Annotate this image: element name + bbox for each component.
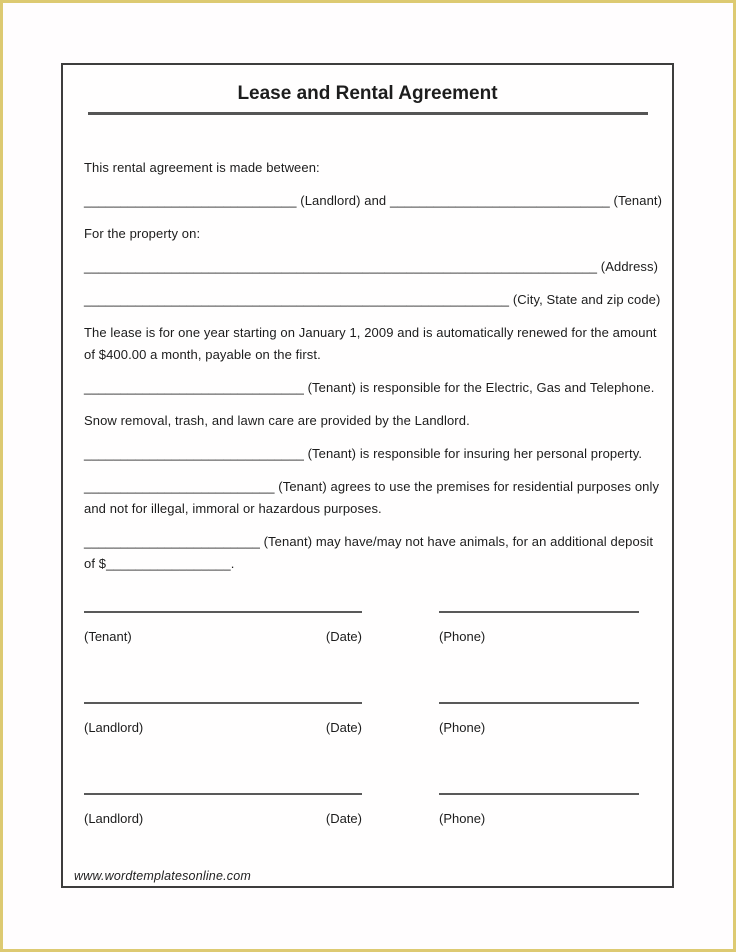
paragraph-address-blank <box>84 256 658 278</box>
paragraph-animals-deposit <box>84 531 658 575</box>
signature-labels <box>439 720 639 735</box>
paragraph-landlord-services <box>84 410 658 432</box>
signature-labels <box>84 720 362 735</box>
signature-line <box>84 702 362 704</box>
document-body <box>63 115 672 575</box>
phone-line <box>439 793 639 795</box>
paragraph-property-intro <box>84 223 658 245</box>
signature-column-right <box>439 793 639 826</box>
paragraph-residential-use <box>84 476 658 520</box>
document-page <box>61 63 674 888</box>
signature-row-landlord-1 <box>84 702 658 735</box>
paragraph-line: __________________________ (Tenant) agrees to use the premises for residential purposes only <box>84 479 660 494</box>
paragraph-line: __________________________________________________________ (City, State and zip code) <box>84 292 661 307</box>
signature-labels <box>439 811 639 826</box>
document-header <box>63 65 672 115</box>
date-label: (Date) <box>325 811 362 826</box>
signature-section <box>63 611 672 826</box>
paragraph-line: of $400.00 a month, payable on the first. <box>84 347 321 362</box>
paragraph-utilities <box>84 377 658 399</box>
signature-row-tenant <box>84 611 658 644</box>
phone-label: (Phone) <box>439 720 486 735</box>
phone-line <box>439 702 639 704</box>
date-label: (Date) <box>325 720 362 735</box>
paragraph-intro <box>84 157 658 179</box>
signature-column-left <box>84 793 362 826</box>
phone-line <box>439 611 639 613</box>
signature-column-left <box>84 702 362 735</box>
paragraph-line: ______________________________________________________________________ (Address) <box>84 259 659 274</box>
paragraph-line: The lease is for one year starting on January 1, 2009 and is automatically renewed for the amount <box>84 325 657 340</box>
paragraph-line: of $_________________. <box>84 556 235 571</box>
paragraph-line: ______________________________ (Tenant) is responsible for the Electric, Gas and Telephone. <box>84 380 655 395</box>
signature-line <box>84 611 362 613</box>
paragraph-lease-term <box>84 322 658 366</box>
paragraph-line: ______________________________ (Tenant) is responsible for insuring her personal property. <box>84 446 643 461</box>
paragraph-line: This rental agreement is made between: <box>84 160 320 175</box>
date-label: (Date) <box>325 629 362 644</box>
signatory-label: (Landlord) <box>84 720 144 735</box>
signatory-label: (Landlord) <box>84 811 144 826</box>
paragraph-line: and not for illegal, immoral or hazardous purposes. <box>84 501 382 516</box>
signature-labels <box>84 629 362 644</box>
paragraph-insurance <box>84 443 658 465</box>
signature-column-right <box>439 611 639 644</box>
signature-labels <box>439 629 639 644</box>
paragraph-parties-blanks <box>84 190 663 212</box>
signature-column-left <box>84 611 362 644</box>
phone-label: (Phone) <box>439 629 486 644</box>
paragraph-line: For the property on: <box>84 226 201 241</box>
paragraph-city-state-zip-blank <box>84 289 661 311</box>
paragraph-line: _____________________________ (Landlord) and ______________________________ (Tenant) <box>84 193 663 208</box>
signatory-label: (Tenant) <box>84 629 132 644</box>
document-title: Lease and Rental Agreement <box>237 83 498 104</box>
signature-line <box>84 793 362 795</box>
signature-row-landlord-2 <box>84 793 658 826</box>
signature-column-right <box>439 702 639 735</box>
footer-url: www.wordtemplatesonline.com <box>74 869 252 883</box>
phone-label: (Phone) <box>439 811 486 826</box>
paragraph-line: Snow removal, trash, and lawn care are provided by the Landlord. <box>84 413 470 428</box>
paragraph-line: ________________________ (Tenant) may have/may not have animals, for an additional deposit <box>84 534 654 549</box>
signature-labels <box>84 811 362 826</box>
